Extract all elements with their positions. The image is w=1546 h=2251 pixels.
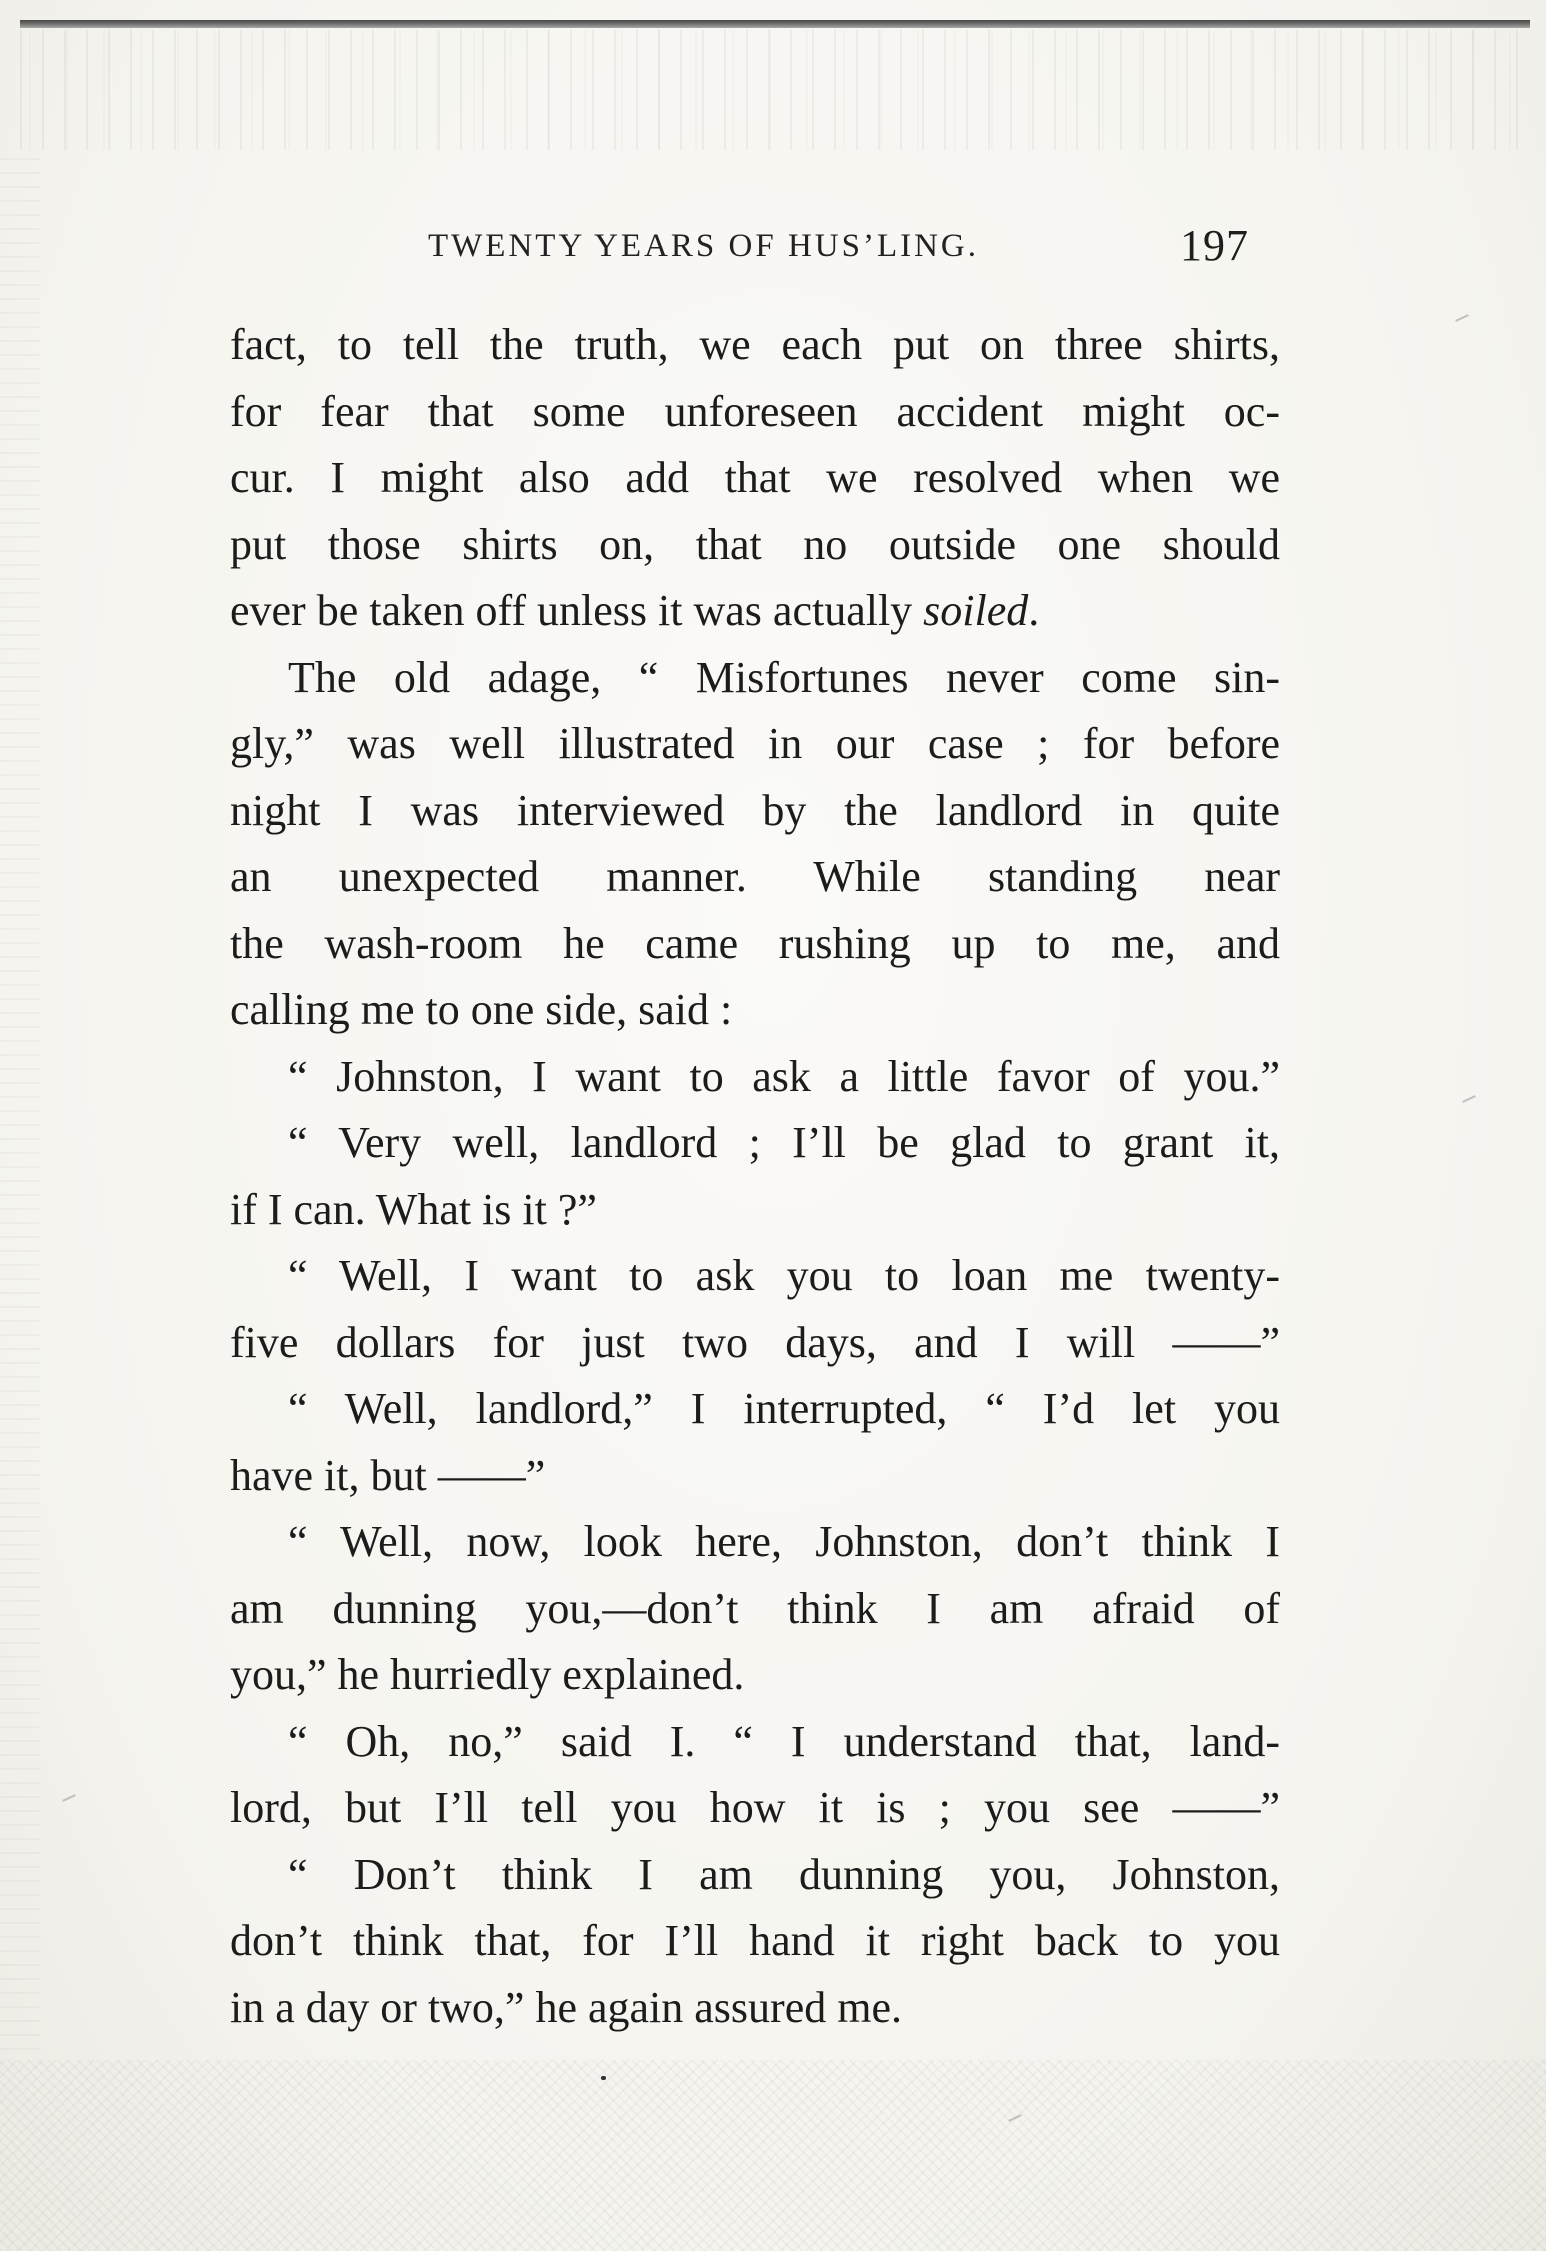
italic-word: soiled	[923, 586, 1029, 635]
text-line: gly,” was well illustrated in our case ; for before	[230, 719, 1280, 768]
text-line: “ Very well, landlord ; I’ll be glad to grant it,	[288, 1118, 1280, 1167]
scan-left-margin-texture	[0, 150, 40, 2050]
text-line: don’t think that, for I’ll hand it right back to you	[230, 1916, 1280, 1965]
running-head	[0, 218, 1546, 278]
text-line: lord, but I’ll tell you how it is ; you see ——”	[230, 1783, 1280, 1832]
scan-bottom-texture	[0, 2060, 1546, 2251]
text-line: for fear that some unforeseen accident might oc-	[230, 386, 1280, 436]
text-line: am dunning you,—don’t think I am afraid of	[230, 1583, 1280, 1633]
text-line: night I was interviewed by the landlord in quite	[230, 785, 1280, 835]
scan-top-edge	[20, 20, 1530, 28]
text-line: in a day or two,” he again assured me.	[230, 1982, 902, 2032]
text-line-segment: ever be taken off unless it was actually	[230, 586, 924, 635]
text-line-segment: .	[1028, 586, 1040, 635]
text-line: “ Johnston, I want to ask a little favor of you.”	[288, 1051, 1280, 1101]
text-line: “ Well, I want to ask you to loan me twenty-	[288, 1251, 1280, 1300]
text-line: The old adage, “ Misfortunes never come sin-	[288, 652, 1280, 702]
text-line: “ Don’t think I am dunning you, Johnston,	[288, 1849, 1280, 1899]
scan-bleed-through	[20, 30, 1530, 150]
ink-speck	[601, 2076, 606, 2080]
text-line: you,” he hurriedly explained.	[230, 1650, 745, 1699]
body-text	[230, 312, 1280, 2041]
text-line	[230, 578, 1280, 645]
scan-mark	[1455, 314, 1469, 322]
text-line: an unexpected manner. While standing near	[230, 852, 1280, 901]
text-line: put those shirts on, that no outside one should	[230, 519, 1280, 569]
page-number: 197	[1180, 221, 1249, 270]
text-line: have it, but ——”	[230, 1450, 546, 1500]
text-line: cur. I might also add that we resolved when we	[230, 453, 1280, 502]
scan-mark	[1462, 1095, 1476, 1103]
text-line: if I can. What is it ?”	[230, 1184, 597, 1234]
running-head-title: TWENTY YEARS OF HUS’LING.	[428, 228, 980, 264]
text-line: “ Oh, no,” said I. “ I understand that, land-	[288, 1716, 1280, 1766]
text-line: fact, to tell the truth, we each put on three shirts,	[230, 320, 1280, 369]
scan-mark	[62, 1794, 76, 1802]
text-line: “ Well, now, look here, Johnston, don’t think I	[288, 1517, 1280, 1566]
text-line: the wash-room he came rushing up to me, and	[230, 918, 1280, 968]
text-line: five dollars for just two days, and I will ——”	[230, 1317, 1280, 1367]
text-line: calling me to one side, said :	[230, 985, 733, 1034]
text-line: “ Well, landlord,” I interrupted, “ I’d let you	[288, 1384, 1280, 1433]
